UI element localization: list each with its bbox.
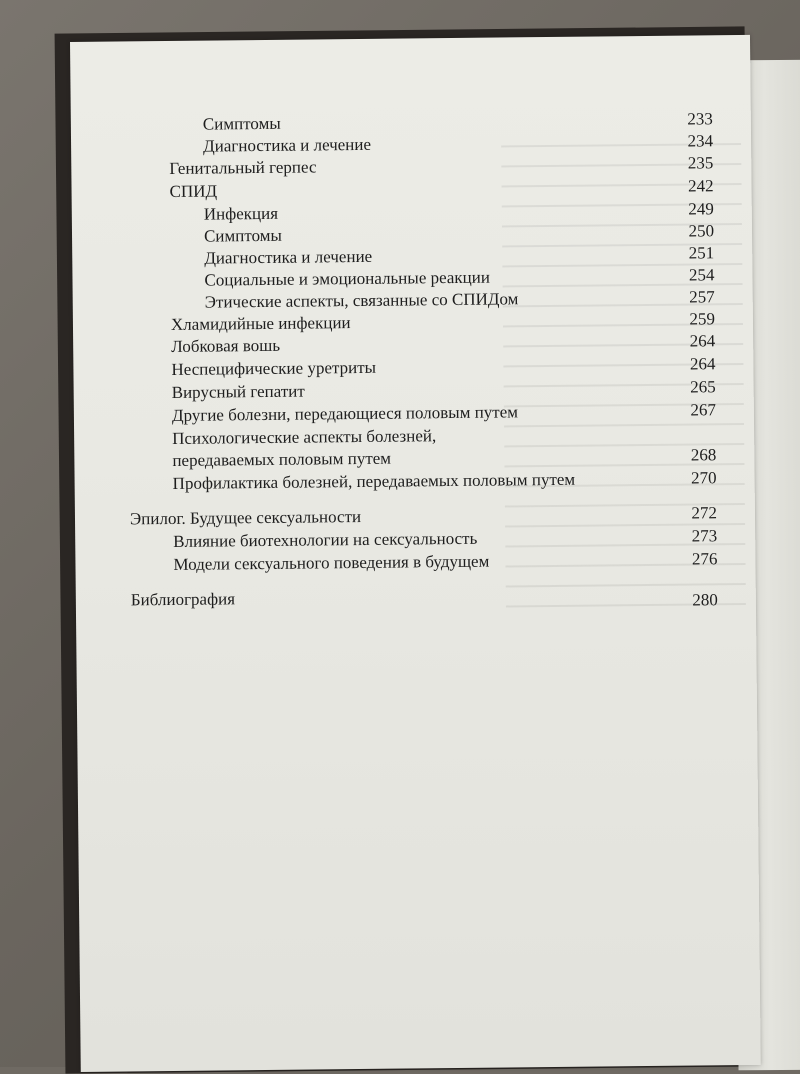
toc-entry-title: Неспецифические уретриты [171,357,377,379]
toc-entry-page: 242 [687,176,714,196]
toc-entry-title: Профилактика болезней, передаваемых половым путем [172,469,576,493]
toc-entry-page: 251 [688,243,715,263]
toc-entry-page: 259 [689,309,716,329]
toc-entry-title: СПИД [169,181,218,201]
book-page [70,35,761,1072]
toc-entry-page: 276 [691,549,718,569]
toc-entry-page: 254 [688,265,715,285]
toc-entry-title: Модели сексуального поведения в будущем [173,551,490,574]
toc-entry-page: 272 [691,503,718,523]
toc-entry-page: 234 [687,131,714,151]
toc-entry-title: Социальные и эмоциональные реакции [204,267,491,290]
toc-entry-title: Инфекция [203,203,279,224]
toc-entry-title: Вирусный гепатит [171,381,305,402]
toc-entry-title: Генитальный герпес [169,157,317,178]
toc-entry-page: 265 [690,377,716,397]
toc-entry-page: 268 [690,445,717,465]
toc-entry-title: передаваемых половым путем [172,448,392,470]
toc-entry-title: Диагностика и лечение [202,134,372,156]
toc-entry-title: Симптомы [202,113,281,134]
toc-entry-page: 280 [692,590,718,610]
toc-entry-page: 233 [687,109,713,129]
toc-entry-title: Лобковая вошь [171,335,281,356]
toc-entry-title: Диагностика и лечение [204,246,373,268]
toc-entry-page: 250 [688,221,715,241]
toc-entry-page: 249 [688,199,714,219]
toc-entry-page: 264 [689,331,716,351]
toc-entry-page: 264 [689,354,716,374]
toc-entry-page: 270 [691,468,717,488]
toc-entry-title: Хламидийные инфекции [170,313,351,334]
toc-entry-page: 257 [689,287,715,307]
toc-entry-title: Другие болезни, передающиеся половым путем [171,402,519,425]
toc-entry-title: Психологические аспекты болезней, [172,426,437,448]
toc-entry-title: Влияние биотехнологии на сексуальность [173,528,478,551]
toc-entry-title: Этические аспекты, связанные со СПИДом [204,289,519,312]
toc-entry-page: 273 [691,526,718,546]
toc-entry-page: 267 [690,400,716,420]
toc-entry-title: Симптомы [203,225,282,246]
toc-entry-title: Библиография [130,589,236,610]
toc-entry-page: 235 [687,153,714,173]
toc-entry-title: Эпилог. Будущее сексуальности [129,506,362,529]
